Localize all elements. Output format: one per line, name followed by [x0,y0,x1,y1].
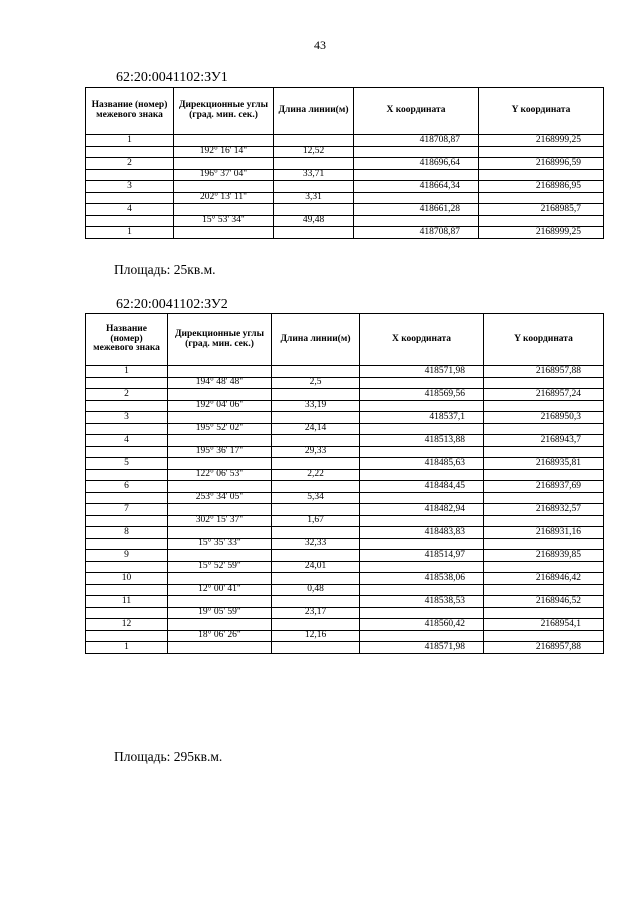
header-point-name: Название (номер) межевого знака [86,314,168,366]
empty-cell [86,446,168,458]
header-line-length: Длина линии(м) [274,88,354,135]
line-length: 23,17 [272,607,360,619]
segment-row [86,607,604,619]
empty-cell [174,158,274,170]
direction-angle: 15° 53' 34" [174,215,274,227]
empty-cell [484,515,604,527]
segment-row [86,169,604,181]
line-length: 49,48 [274,215,354,227]
empty-cell [360,584,484,596]
empty-cell [86,607,168,619]
point-name: 7 [86,504,168,516]
empty-cell [360,515,484,527]
empty-cell [272,596,360,608]
x-coordinate: 418482,94 [360,504,484,516]
empty-cell [360,492,484,504]
header-y-coordinate: Y координата [479,88,604,135]
empty-cell [168,389,272,401]
x-coordinate: 418708,87 [354,227,479,239]
x-coordinate: 418571,98 [360,366,484,378]
empty-cell [484,538,604,550]
point-name: 3 [86,412,168,424]
empty-cell [484,607,604,619]
y-coordinate: 2168937,69 [484,481,604,493]
empty-cell [479,192,604,204]
line-length: 2,22 [272,469,360,481]
segment-row [86,492,604,504]
y-coordinate: 2168932,57 [484,504,604,516]
segment-row [86,469,604,481]
y-coordinate: 2168943,7 [484,435,604,447]
y-coordinate: 2168939,85 [484,550,604,562]
header-point-name: Название (номер) межевого знака [86,88,174,135]
line-length: 3,31 [274,192,354,204]
table-header-row [86,314,604,366]
empty-cell [86,169,174,181]
x-coordinate: 418537,1 [360,412,484,424]
empty-cell [360,423,484,435]
empty-cell [86,492,168,504]
empty-cell [360,607,484,619]
parcel-1-title: 62:20:0041102:ЗУ1 [116,70,228,85]
empty-cell [484,377,604,389]
direction-angle: 18° 06' 26" [168,630,272,642]
direction-angle: 12° 00' 41" [168,584,272,596]
y-coordinate: 2168996,59 [479,158,604,170]
point-row [86,227,604,239]
x-coordinate: 418513,88 [360,435,484,447]
empty-cell [354,215,479,227]
direction-angle: 194° 48' 48" [168,377,272,389]
empty-cell [174,181,274,193]
empty-cell [484,469,604,481]
parcel-1-coordinates-table [85,87,604,239]
empty-cell [274,158,354,170]
empty-cell [274,227,354,239]
point-row [86,389,604,401]
segment-row [86,561,604,573]
point-name: 1 [86,227,174,239]
header-y-coordinate: Y координата [484,314,604,366]
empty-cell [86,561,168,573]
direction-angle: 15° 52' 59" [168,561,272,573]
parcel-2-area: Площадь: 295кв.м. [114,749,223,764]
point-name: 1 [86,642,168,654]
direction-angle: 195° 36' 17" [168,446,272,458]
empty-cell [360,446,484,458]
line-length: 5,34 [272,492,360,504]
empty-cell [86,515,168,527]
header-direction-angle: Дирекционные углы (град. мин. сек.) [168,314,272,366]
point-row [86,181,604,193]
point-row [86,550,604,562]
empty-cell [168,596,272,608]
direction-angle: 202° 13' 11" [174,192,274,204]
point-name: 5 [86,458,168,470]
empty-cell [484,630,604,642]
segment-row [86,192,604,204]
segment-row [86,400,604,412]
line-length: 24,01 [272,561,360,573]
empty-cell [274,181,354,193]
empty-cell [354,192,479,204]
empty-cell [86,192,174,204]
direction-angle: 15° 35' 33" [168,538,272,550]
x-coordinate: 418485,63 [360,458,484,470]
y-coordinate: 2168931,16 [484,527,604,539]
point-row [86,158,604,170]
y-coordinate: 2168935,81 [484,458,604,470]
empty-cell [272,458,360,470]
line-length: 32,33 [272,538,360,550]
empty-cell [86,215,174,227]
empty-cell [272,619,360,631]
x-coordinate: 418560,42 [360,619,484,631]
empty-cell [168,550,272,562]
empty-cell [272,412,360,424]
direction-angle: 302° 15' 37" [168,515,272,527]
empty-cell [360,538,484,550]
direction-angle: 196° 37' 04" [174,169,274,181]
line-length: 33,71 [274,169,354,181]
parcel-2-coordinates-table [85,313,604,654]
y-coordinate: 2168950,3 [484,412,604,424]
segment-row [86,630,604,642]
empty-cell [86,584,168,596]
segment-row [86,377,604,389]
empty-cell [272,527,360,539]
point-name: 9 [86,550,168,562]
empty-cell [479,146,604,158]
empty-cell [360,630,484,642]
empty-cell [479,215,604,227]
point-name: 11 [86,596,168,608]
header-x-coordinate: X координата [360,314,484,366]
y-coordinate: 2168954,1 [484,619,604,631]
header-x-coordinate: X координата [354,88,479,135]
empty-cell [168,619,272,631]
empty-cell [354,146,479,158]
point-name: 3 [86,181,174,193]
empty-cell [354,169,479,181]
point-name: 12 [86,619,168,631]
direction-angle: 122° 06' 53" [168,469,272,481]
point-name: 2 [86,389,168,401]
y-coordinate: 2168999,25 [479,227,604,239]
empty-cell [168,642,272,654]
x-coordinate: 418571,98 [360,642,484,654]
y-coordinate: 2168985,7 [479,204,604,216]
empty-cell [484,446,604,458]
empty-cell [86,146,174,158]
y-coordinate: 2168946,42 [484,573,604,585]
empty-cell [174,227,274,239]
point-name: 10 [86,573,168,585]
empty-cell [360,377,484,389]
empty-cell [168,366,272,378]
x-coordinate: 418484,45 [360,481,484,493]
line-length: 12,52 [274,146,354,158]
empty-cell [484,400,604,412]
line-length: 2,5 [272,377,360,389]
point-name: 8 [86,527,168,539]
empty-cell [86,423,168,435]
segment-row [86,215,604,227]
page-number: 43 [314,38,326,52]
y-coordinate: 2168957,24 [484,389,604,401]
empty-cell [174,204,274,216]
point-row [86,481,604,493]
empty-cell [484,423,604,435]
empty-cell [168,481,272,493]
x-coordinate: 418664,34 [354,181,479,193]
direction-angle: 195° 52' 02" [168,423,272,435]
point-name: 1 [86,135,174,147]
empty-cell [360,400,484,412]
y-coordinate: 2168957,88 [484,366,604,378]
point-name: 4 [86,435,168,447]
line-length: 12,16 [272,630,360,642]
line-length: 1,67 [272,515,360,527]
y-coordinate: 2168999,25 [479,135,604,147]
line-length: 33,19 [272,400,360,412]
empty-cell [168,458,272,470]
x-coordinate: 418514,97 [360,550,484,562]
empty-cell [272,573,360,585]
header-line-length: Длина линии(м) [272,314,360,366]
x-coordinate: 418538,06 [360,573,484,585]
empty-cell [168,527,272,539]
segment-row [86,515,604,527]
point-row [86,366,604,378]
point-row [86,435,604,447]
y-coordinate: 2168986,95 [479,181,604,193]
x-coordinate: 418483,83 [360,527,484,539]
point-row [86,619,604,631]
empty-cell [484,584,604,596]
empty-cell [484,492,604,504]
empty-cell [272,504,360,516]
point-row [86,573,604,585]
y-coordinate: 2168946,52 [484,596,604,608]
empty-cell [272,550,360,562]
empty-cell [272,366,360,378]
segment-row [86,538,604,550]
segment-row [86,146,604,158]
empty-cell [86,377,168,389]
point-row [86,412,604,424]
empty-cell [174,135,274,147]
line-length: 24,14 [272,423,360,435]
point-name: 1 [86,366,168,378]
segment-row [86,584,604,596]
empty-cell [274,204,354,216]
empty-cell [484,561,604,573]
point-name: 2 [86,158,174,170]
empty-cell [272,642,360,654]
empty-cell [86,469,168,481]
empty-cell [168,504,272,516]
x-coordinate: 418661,28 [354,204,479,216]
x-coordinate: 418538,53 [360,596,484,608]
line-length: 29,33 [272,446,360,458]
empty-cell [272,389,360,401]
empty-cell [360,469,484,481]
segment-row [86,423,604,435]
empty-cell [168,573,272,585]
x-coordinate: 418696,64 [354,158,479,170]
point-row [86,596,604,608]
empty-cell [86,400,168,412]
point-row [86,135,604,147]
line-length: 0,48 [272,584,360,596]
point-name: 6 [86,481,168,493]
point-row [86,458,604,470]
empty-cell [86,630,168,642]
y-coordinate: 2168957,88 [484,642,604,654]
empty-cell [168,412,272,424]
x-coordinate: 418708,87 [354,135,479,147]
header-direction-angle: Дирекционные углы (град. мин. сек.) [174,88,274,135]
empty-cell [272,435,360,447]
point-row [86,527,604,539]
empty-cell [479,169,604,181]
empty-cell [168,435,272,447]
point-name: 4 [86,204,174,216]
empty-cell [86,538,168,550]
empty-cell [272,481,360,493]
point-row [86,504,604,516]
direction-angle: 19° 05' 59" [168,607,272,619]
empty-cell [360,561,484,573]
segment-row [86,446,604,458]
empty-cell [274,135,354,147]
point-row [86,642,604,654]
table-header-row [86,88,604,135]
direction-angle: 192° 04' 06" [168,400,272,412]
point-row [86,204,604,216]
parcel-1-area: Площадь: 25кв.м. [114,262,216,277]
direction-angle: 192° 16' 14" [174,146,274,158]
direction-angle: 253° 34' 05" [168,492,272,504]
parcel-2-title: 62:20:0041102:ЗУ2 [116,297,228,312]
x-coordinate: 418569,56 [360,389,484,401]
